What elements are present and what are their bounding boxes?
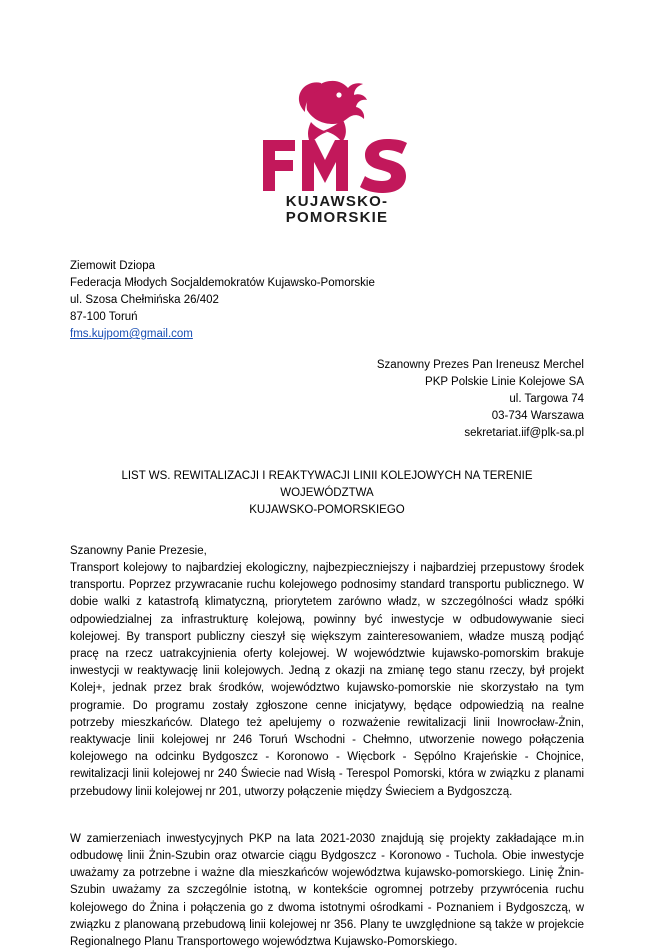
sender-city: 87-100 Toruń: [70, 311, 138, 323]
logo-region-line2: POMORSKIE: [285, 209, 389, 222]
recipient-line-2: PKP Polskie Linie Kolejowe SA: [425, 376, 584, 388]
recipient-line-1: Szanowny Prezes Pan Ireneusz Merchel: [376, 359, 584, 371]
recipient-line-4: 03-734 Warszawa: [491, 410, 584, 422]
logo-region-line1: KUJAWSKO-: [285, 193, 389, 210]
logo-block: [237, 0, 417, 222]
fms-eagle-logo-icon: [247, 62, 427, 222]
recipient-line-3: ul. Targowa 74: [509, 393, 584, 405]
sender-email-link[interactable]: fms.kujpom@gmail.com: [70, 328, 193, 340]
sender-organization: Federacja Młodych Socjaldemokratów Kujawsko-Pomorskie: [70, 277, 375, 289]
sender-street: ul. Szosa Chełmińska 26/402: [70, 294, 219, 306]
document-title-line-1: LIST WS. REWITALIZACJI I REAKTYWACJI LINII KOLEJOWYCH NA TERENIE WOJEWÓDZTWA: [121, 470, 533, 499]
salutation: Szanowny Panie Prezesie,: [70, 545, 207, 557]
body-paragraph-1: Transport kolejowy to najbardziej ekologiczny, najbezpieczniejszy i najbardziej przepustowy środek transportu. Poprzez przywracanie ruchu kolejowego podnosimy standard transportu publicznego. W dobie walki z katastrofą klimatyczną, priorytetem zarówno władz, w szczególności władz spółki odpowiedzialnej za infrastrukturę kolejową, powinny być inwestycje w odbudowywanie sieci kolejowej. By transport publiczny cieszył się większym zainteresowaniem, władze muszą podjąć pracę na rzecz uatrakcyjnienia oferty kolejowej. W województwie kujawsko-pomorskim brakuje inwestycji w reaktywację linii kolejowych. Jedną z okazji na zmianę tego stanu rzeczy, był projekt Kolej+, jednak przez brak środków, województwo kujawsko-pomorskie nie skorzystało na tym programie. Do programu zostały zgłoszone cenne inicjatywy, będące odpowiedzią na realne potrzeby mieszkańców. Dlatego też apelujemy o rozważenie rewitalizacji linii Inowrocław-Żnin, reaktywacje linii kolejowej nr 246 Toruń Wschodni - Chełmno, utworzenie nowego połączenia kolejowego na odcinku Bydgoszcz - Koronowo - Więcbork - Sępólno Krajeńskie - Chojnice, rewitalizacji linii kolejowej nr 240 Świecie nad Wisłą - Terespol Pomorski, która w związku z planami przebudowy linii kolejowej nr 201, utworzy połączenie między Świeciem a Bydgoszczą.: [70, 562, 584, 798]
sender-name: Ziemowit Dziopa: [70, 260, 155, 272]
recipient-address-block: [70, 357, 584, 442]
body-paragraph-2: W zamierzeniach inwestycyjnych PKP na lata 2021-2030 znajdują się projekty zakładające m.in odbudowę linii Żnin-Szubin oraz otwarcie ciągu Bydgoszcz - Koronowo - Tuchola. Obie inwestycje uważamy za potrzebne i ważne dla mieszkańców województwa kujawsko-pomorskiego. Linię Żnin-Szubin uważamy za szczególnie istotną, w kontekście ogromnej potrzeby przywrócenia ruchu kolejowego do Żnina i połączenia go z dwoma istotnymi ośrodkami - Poznaniem i Bydgoszczą, w związku z planowaną przebudową linii kolejowej nr 356. Plany te uwzględnione są także w projekcie Regionalnego Planu Transportowego województwa Kujawsko-Pomorskiego.: [70, 832, 584, 949]
document-title-line-2: KUJAWSKO-POMORSKIEGO: [249, 504, 405, 516]
document-title: [70, 468, 584, 519]
sender-address-block: [70, 258, 584, 343]
recipient-email: sekretariat.iif@plk-sa.pl: [464, 427, 584, 439]
